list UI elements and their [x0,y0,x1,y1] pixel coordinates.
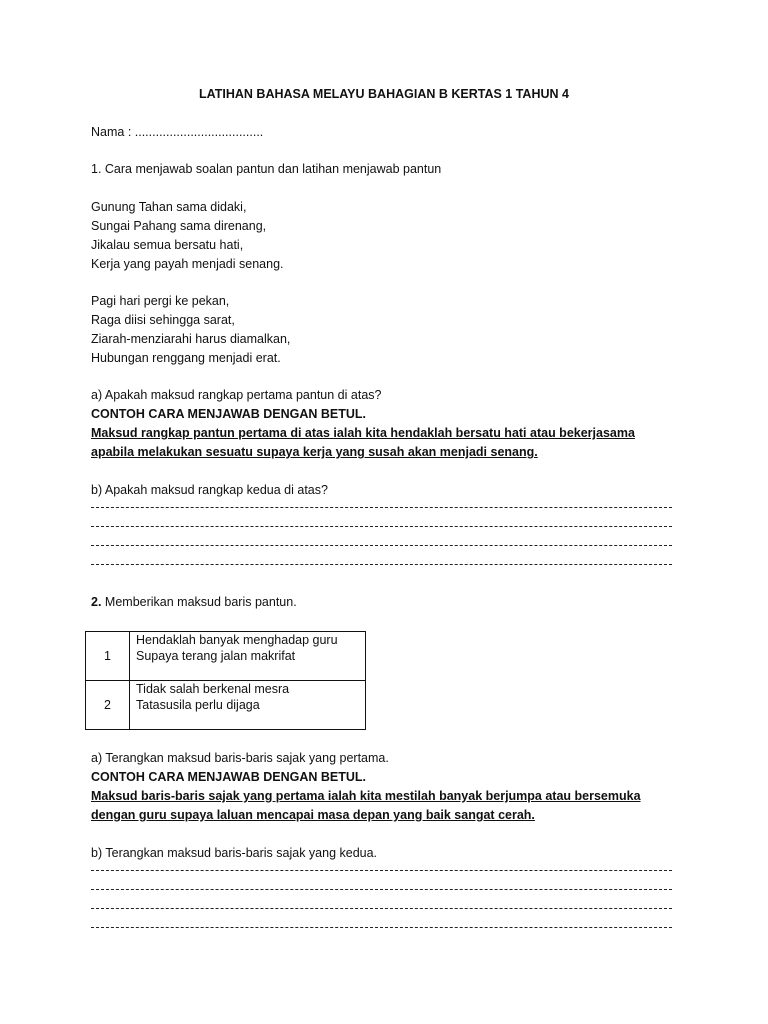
section2-question-b: b) Terangkan maksud baris-baris sajak yang kedua. [91,846,378,860]
section1-question-b: b) Apakah maksud rangkap kedua di atas? [91,483,328,497]
table-row [86,632,366,681]
answer-line[interactable] [91,526,672,527]
answer-line[interactable] [91,507,672,508]
name-field-line: Nama : ..................................... [91,125,264,139]
section1-answer-a-line: apabila melakukan sesuatu supaya kerja yang susah akan menjadi senang. [91,445,538,459]
pantun2-line: Pagi hari pergi ke pekan, [91,294,230,308]
pantun2-line: Raga diisi sehingga sarat, [91,313,235,327]
section1-heading: 1. Cara menjawab soalan pantun dan latihan menjawab pantun [91,162,442,176]
pantun2-line: Ziarah-menziarahi harus diamalkan, [91,332,291,346]
answer-line[interactable] [91,908,672,909]
section2-number: 2. [91,595,102,609]
table-row [86,681,366,730]
row-text [130,632,366,681]
answer-line[interactable] [91,564,672,565]
section2-heading [91,594,297,610]
row-text [130,681,366,730]
section1-question-a: a) Apakah maksud rangkap pertama pantun di atas? [91,388,382,402]
row-text-line: Supaya terang jalan makrifat [136,649,296,663]
section2-heading-text: Memberikan maksud baris pantun. [101,595,297,609]
row-number: 1 [86,632,130,681]
answer-line[interactable] [91,870,672,871]
section2-answer-a-line: dengan guru supaya laluan mencapai masa depan yang baik sangat cerah. [91,808,535,822]
section2-example-label: CONTOH CARA MENJAWAB DENGAN BETUL. [91,770,367,784]
pantun2-line: Hubungan renggang menjadi erat. [91,351,281,365]
row-text-line: Hendaklah banyak menghadap guru [136,633,338,647]
answer-line[interactable] [91,545,672,546]
section1-answer-a-line: Maksud rangkap pantun pertama di atas ialah kita hendaklah bersatu hati atau bekerjasama [91,426,635,440]
row-text-line: Tatasusila perlu dijaga [136,698,260,712]
answer-line[interactable] [91,889,672,890]
row-text-line: Tidak salah berkenal mesra [136,682,290,696]
section2-question-a: a) Terangkan maksud baris-baris sajak yang pertama. [91,751,389,765]
pantun-lines-table [85,631,366,730]
pantun1-line: Sungai Pahang sama direnang, [91,219,267,233]
pantun1-line: Jikalau semua bersatu hati, [91,238,244,252]
section2-answer-a-line: Maksud baris-baris sajak yang pertama ialah kita mestilah banyak berjumpa atau bersemuka [91,789,641,803]
answer-line[interactable] [91,927,672,928]
section1-example-label: CONTOH CARA MENJAWAB DENGAN BETUL. [91,407,367,421]
pantun1-line: Gunung Tahan sama didaki, [91,200,247,214]
row-number: 2 [86,681,130,730]
page-title: LATIHAN BAHASA MELAYU BAHAGIAN B KERTAS 1 TAHUN 4 [199,87,569,101]
pantun1-line: Kerja yang payah menjadi senang. [91,257,284,271]
